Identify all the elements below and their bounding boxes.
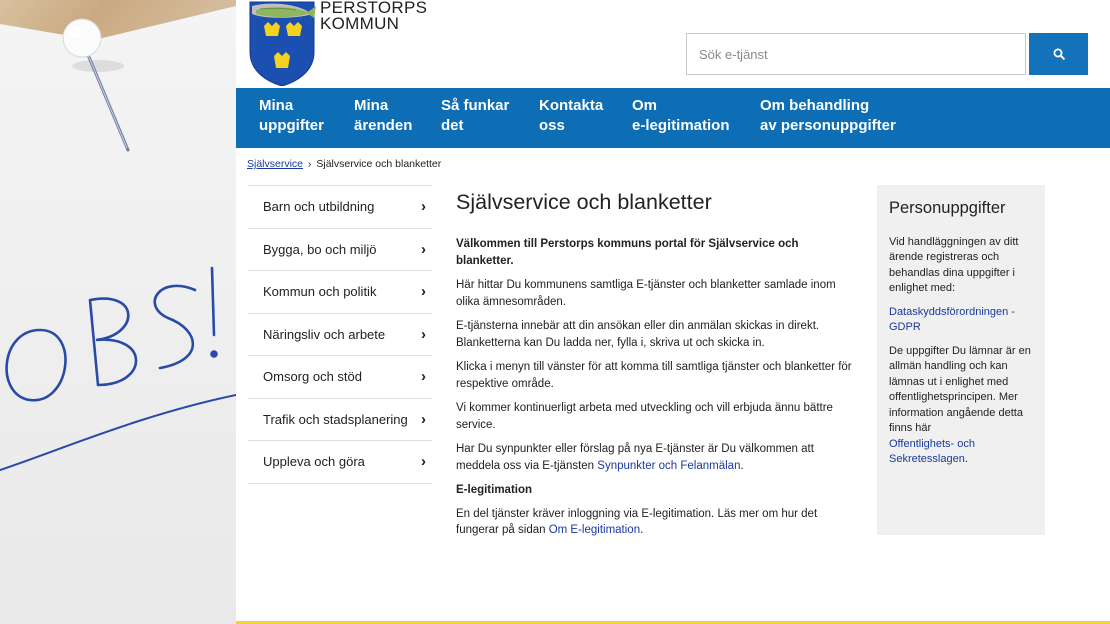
personuppgifter-sidebar bbox=[877, 185, 1045, 535]
pin-head-icon bbox=[63, 19, 101, 57]
nav-mina-arenden[interactable] bbox=[354, 96, 412, 136]
obs-note-illustration bbox=[0, 0, 236, 624]
menu-item-label: Bygga, bo och miljö bbox=[263, 241, 377, 257]
e-legitimation-heading: E-legitimation bbox=[456, 484, 533, 496]
menu-item-label: Omsorg och stöd bbox=[263, 369, 362, 385]
nav-label-line2: e-legitimation bbox=[632, 117, 730, 134]
site-header bbox=[236, 0, 1110, 88]
chevron-right-icon: › bbox=[421, 198, 426, 216]
breadcrumb bbox=[247, 158, 441, 170]
menu-item-label: Uppleva och göra bbox=[263, 454, 365, 470]
nav-om-e-legitimation[interactable] bbox=[632, 96, 730, 136]
nav-kontakta-oss[interactable] bbox=[539, 96, 603, 136]
main-navigation bbox=[236, 88, 1110, 148]
nav-om-behandling-av-personuppgifter[interactable] bbox=[760, 96, 896, 136]
nav-mina-uppgifter[interactable] bbox=[259, 96, 324, 136]
page-title: Självservice och blanketter bbox=[456, 190, 712, 214]
menu-item-trafik-och-stadsplanering[interactable] bbox=[248, 399, 432, 442]
paragraph-4: Vi kommer kontinuerligt arbeta med utveckling och vill erbjuda ännu bättre service. bbox=[456, 402, 833, 431]
sidebar-paragraph-2-text: De uppgifter Du lämnar är en allmän handling och kan lämnas ut i enlighet med offentlighetsprincipen. Mer information angående detta finns här bbox=[889, 344, 1031, 434]
synpunkter-felanmalan-link[interactable]: Synpunkter och Felanmälan bbox=[597, 459, 741, 472]
perstorp-coat-of-arms-logo[interactable] bbox=[246, 0, 318, 86]
sidebar-title: Personuppgifter bbox=[889, 199, 1006, 217]
sidebar-paragraph-2-end: . bbox=[964, 453, 968, 465]
menu-item-label: Barn och utbildning bbox=[263, 199, 375, 215]
paragraph-5 bbox=[456, 441, 856, 474]
sidebar-link-paragraph bbox=[889, 305, 1033, 336]
chevron-right-icon: › bbox=[421, 283, 426, 301]
chevron-right-icon: › bbox=[421, 240, 426, 258]
chevron-right-icon: › bbox=[421, 325, 426, 343]
paragraph-5-end: . bbox=[740, 459, 744, 472]
nav-label-line2: det bbox=[441, 117, 464, 134]
breadcrumb-current: Självservice och blanketter bbox=[316, 158, 442, 170]
logo-line-1: PERSTORPS bbox=[320, 0, 428, 17]
paragraph-5-text: Har Du synpunkter eller förslag på nya E-tjänster är Du välkommen att meddela oss via E-tjänsten bbox=[456, 443, 814, 472]
menu-item-uppleva-och-gora[interactable] bbox=[248, 441, 432, 484]
nav-label-line1: Om bbox=[632, 97, 658, 114]
obs-handwriting bbox=[0, 268, 236, 470]
nav-label-line1: Mina bbox=[354, 97, 389, 114]
logo-wordmark bbox=[320, 0, 427, 32]
logo-line-2: KOMMUN bbox=[320, 14, 400, 33]
nav-sa-funkar-det[interactable] bbox=[441, 96, 509, 136]
sidebar-paragraph-1: Vid handläggningen av ditt ärende registreras och behandlas dina uppgifter i enlighet med: bbox=[889, 235, 1019, 294]
search-input[interactable] bbox=[686, 33, 1026, 75]
chevron-right-icon: › bbox=[421, 368, 426, 386]
nav-label-line1: Så funkar bbox=[441, 97, 510, 114]
menu-item-label: Kommun och politik bbox=[263, 284, 377, 300]
nav-label-line2: uppgifter bbox=[259, 117, 324, 134]
decorative-background bbox=[0, 0, 236, 624]
menu-item-label: Trafik och stadsplanering bbox=[263, 411, 408, 427]
breadcrumb-separator-icon: › bbox=[308, 159, 312, 170]
menu-item-omsorg-och-stod[interactable] bbox=[248, 356, 432, 399]
chevron-right-icon: › bbox=[421, 410, 426, 428]
nav-label-line1: Om behandling bbox=[760, 97, 870, 114]
paragraph-1: Här hittar Du kommunens samtliga E-tjänster och blanketter samlade inom olika ämnesområden. bbox=[456, 279, 836, 308]
nav-label-line2: av personuppgifter bbox=[760, 117, 896, 134]
category-menu bbox=[248, 185, 432, 484]
paragraph-6 bbox=[456, 506, 856, 539]
sidebar-paragraph-2 bbox=[889, 344, 1033, 468]
search-button[interactable] bbox=[1029, 33, 1088, 75]
intro-lead: Välkommen till Perstorps kommuns portal för Självservice och blanketter. bbox=[456, 238, 799, 267]
paragraph-2: E-tjänsterna innebär att din ansökan eller din anmälan skickas in direkt. Blanketterna kan Du ladda ner, fylla i, skriva ut och skicka in. bbox=[456, 320, 820, 349]
paragraph-6-end: . bbox=[640, 524, 644, 536]
main-content bbox=[456, 188, 856, 547]
nav-label-line1: Kontakta bbox=[539, 97, 604, 114]
nav-label-line2: ärenden bbox=[354, 117, 413, 134]
nav-label-line1: Mina bbox=[259, 97, 294, 114]
paragraph-3: Klicka i menyn till vänster för att komma till samtliga tjänster och blanketter för respektive område. bbox=[456, 361, 852, 390]
om-e-legitimation-link[interactable]: Om E-legitimation bbox=[548, 524, 641, 536]
menu-item-barn-och-utbildning[interactable] bbox=[248, 186, 432, 229]
nav-label-line2: oss bbox=[539, 117, 565, 134]
paragraph-6-text: En del tjänster kräver inloggning via E-legitimation. Läs mer om hur det fungerar på sidan bbox=[456, 507, 818, 536]
search-icon bbox=[1053, 48, 1065, 60]
offentlighets-och-sekretesslagen-link[interactable]: Offentlighets- och Sekretesslagen bbox=[889, 437, 976, 465]
menu-item-bygga-bo-och-miljo[interactable] bbox=[248, 229, 432, 272]
menu-item-kommun-och-politik[interactable] bbox=[248, 271, 432, 314]
chevron-right-icon: › bbox=[421, 453, 426, 471]
menu-item-label: Näringsliv och arbete bbox=[263, 326, 386, 342]
breadcrumb-link-sjalvservice[interactable]: Självservice bbox=[247, 158, 304, 170]
dataskyddsforordningen-gdpr-link[interactable]: Dataskyddsförordningen - GDPR bbox=[889, 305, 1015, 333]
menu-item-naringsliv-och-arbete[interactable] bbox=[248, 314, 432, 357]
